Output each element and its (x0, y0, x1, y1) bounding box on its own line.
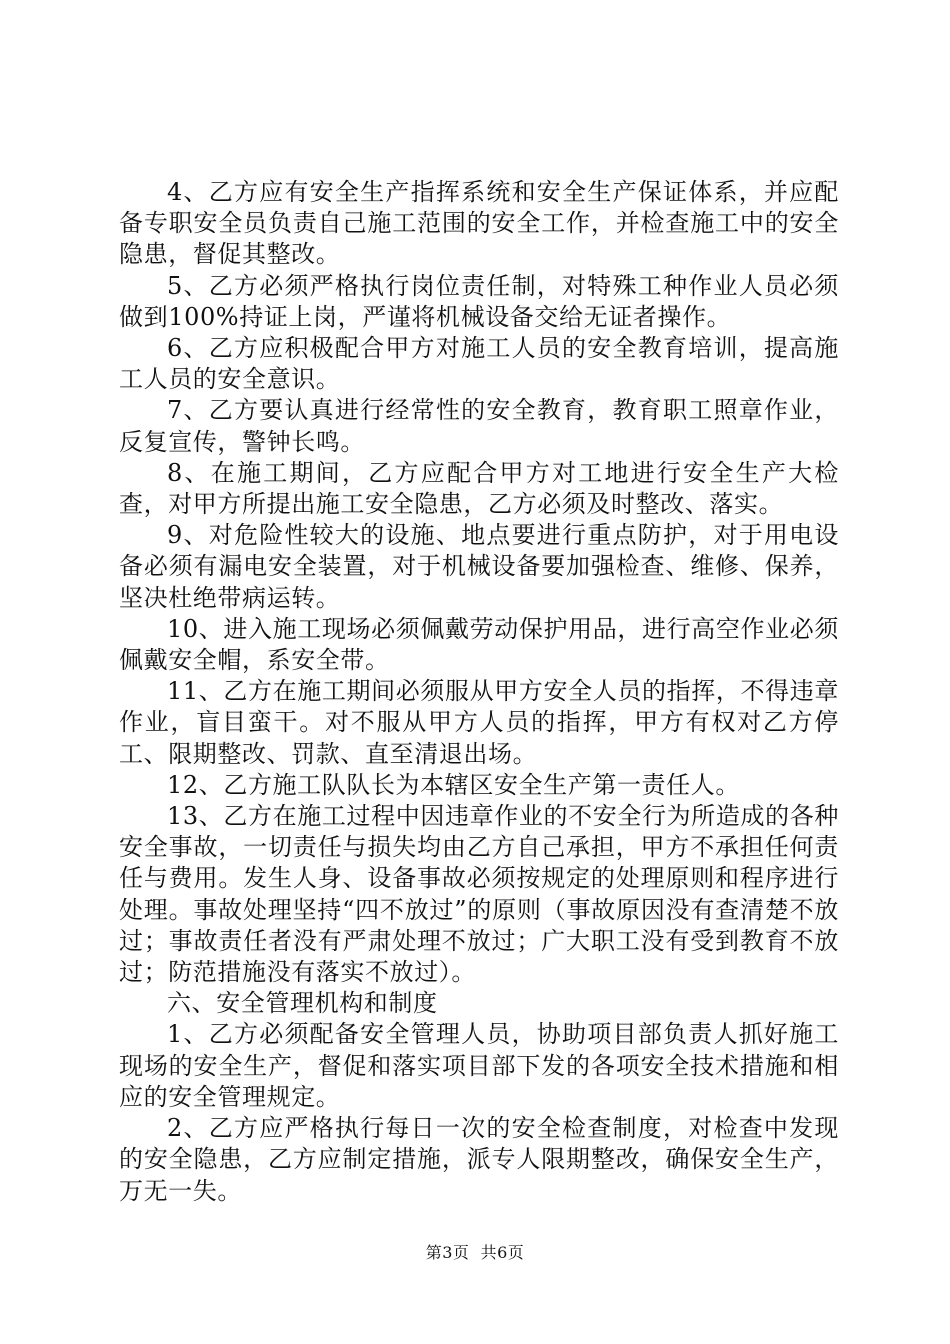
section-heading-6: 六、安全管理机构和制度 (167, 989, 438, 1018)
paragraph-item-11: 11、乙方在施工期间必须服从甲方安全人员的指挥，不得违章作业，盲目蛮干。对不服从甲方人员的指挥，甲方有权对乙方停工、限期整改、罚款、直至清退出场。 (119, 677, 839, 768)
paragraph-item-13: 13、乙方在施工过程中因违章作业的不安全行为所造成的各种安全事故，一切责任与损失均由乙方自己承担，甲方不承担任何责任与费用。发生人身、设备事故必须按规定的处理原则和程序进行处理。事故处理坚持“四不放过”的原则（事故原因没有查清楚不放过；事故责任者没有严肃处理不放过；广大职工没有受到教育不放过；防范措施没有落实不放过）。 (119, 802, 839, 987)
paragraph-item-10: 10、进入施工现场必须佩戴劳动保护用品，进行高空作业必须佩戴安全帽，系安全带。 (119, 614, 839, 675)
paragraph-item-8: 8、在施工期间，乙方应配合甲方对工地进行安全生产大检查，对甲方所提出施工安全隐患，乙方必须及时整改、落实。 (119, 458, 839, 519)
page-footer (0, 1243, 950, 1263)
paragraph-item-12: 12、乙方施工队队长为本辖区安全生产第一责任人。 (167, 770, 740, 799)
page-number-label: 第3页 共6页 (425, 1243, 525, 1262)
paragraph-item-s6-1: 1、乙方必须配备安全管理人员，协助项目部负责人抓好施工现场的安全生产，督促和落实项目部下发的各项安全技术措施和相应的安全管理规定。 (119, 1020, 839, 1111)
document-body (119, 177, 839, 1207)
paragraph-item-5: 5、乙方必须严格执行岗位责任制，对特殊工种作业人员必须做到100%持证上岗，严谨将机械设备交给无证者操作。 (119, 271, 839, 331)
paragraph-item-4: 4、乙方应有安全生产指挥系统和安全生产保证体系，并应配备专职安全员负责自己施工范围的安全工作，并检查施工中的安全隐患，督促其整改。 (119, 178, 839, 269)
paragraph-item-9: 9、对危险性较大的设施、地点要进行重点防护，对于用电设备必须有漏电安全装置，对于机械设备要加强检查、维修、保养，坚决杜绝带病运转。 (119, 521, 839, 612)
paragraph-item-6: 6、乙方应积极配合甲方对施工人员的安全教育培训，提高施工人员的安全意识。 (119, 334, 839, 394)
paragraph-item-s6-2: 2、乙方应严格执行每日一次的安全检查制度，对检查中发现的安全隐患，乙方应制定措施，派专人限期整改，确保安全生产，万无一失。 (119, 1114, 839, 1205)
paragraph-item-7: 7、乙方要认真进行经常性的安全教育，教育职工照章作业，反复宣传，警钟长鸣。 (119, 396, 839, 456)
